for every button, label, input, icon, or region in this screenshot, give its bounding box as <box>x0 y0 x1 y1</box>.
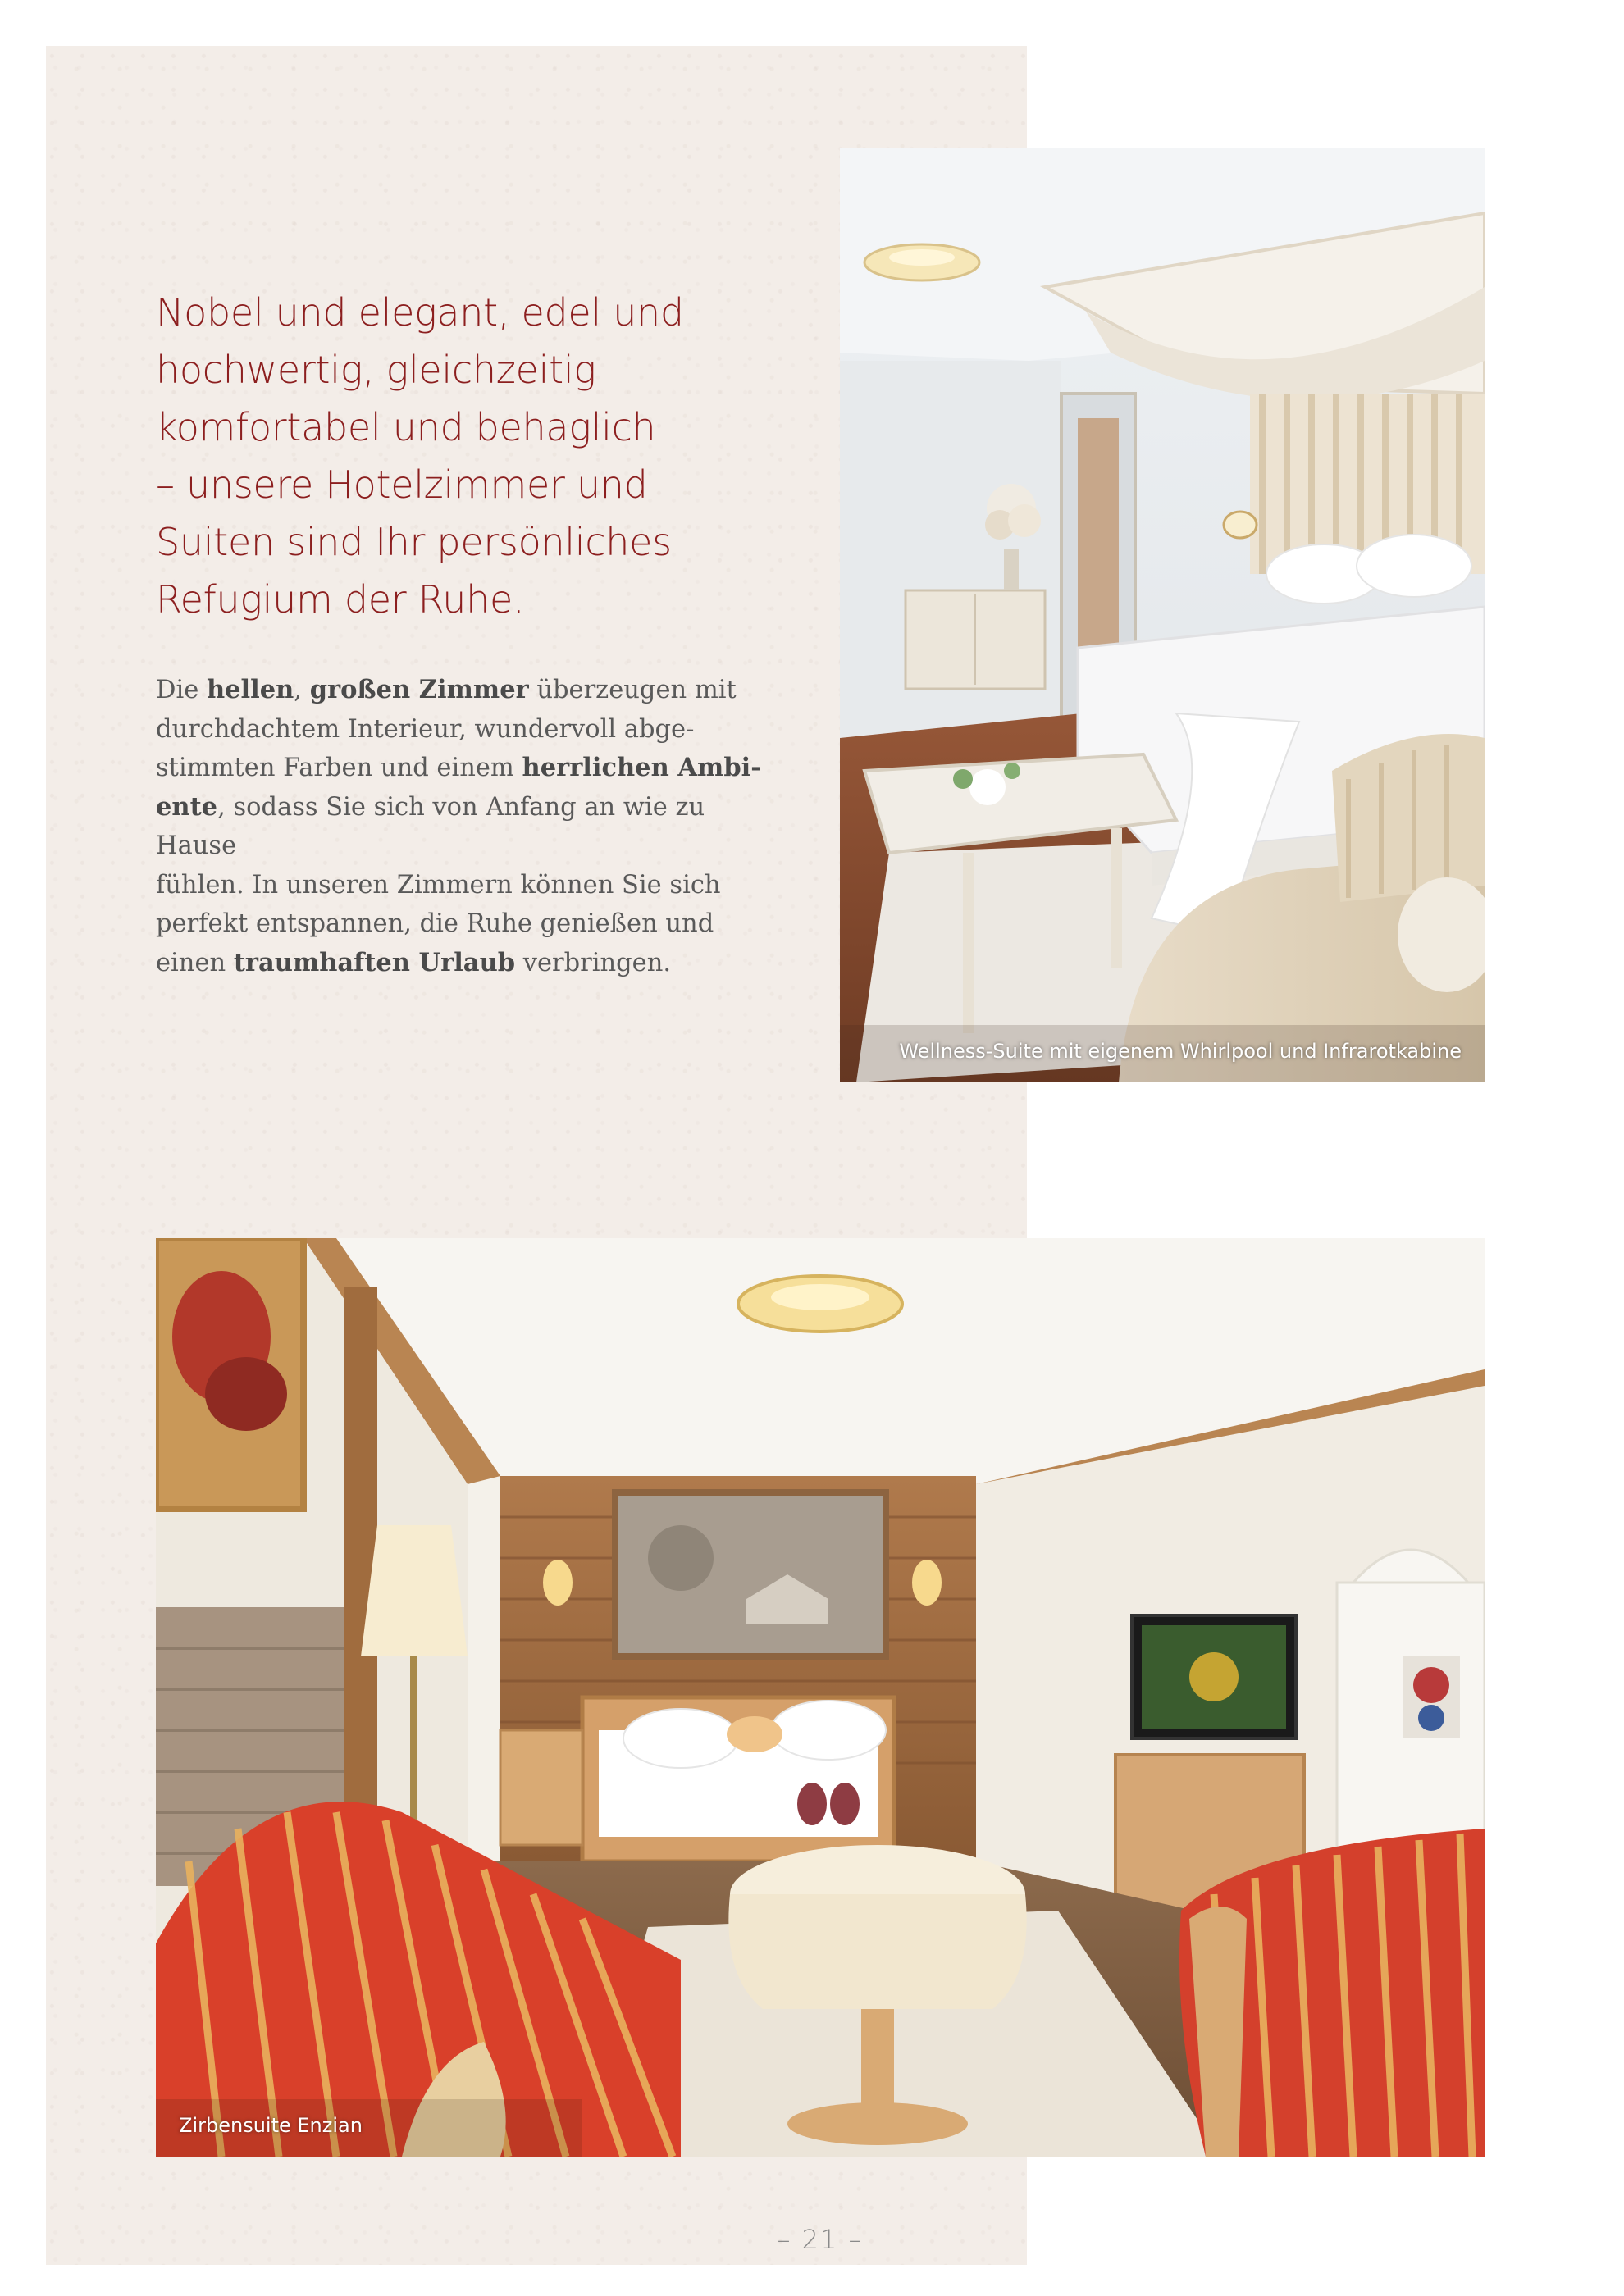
body-emphasis: hellen <box>206 675 294 704</box>
photo-caption-top: Wellness-Suite mit eigenem Whirlpool und Infrarotkabine <box>899 1040 1462 1063</box>
body-text-segment: , <box>294 676 310 704</box>
body-paragraph <box>156 671 763 982</box>
body-emphasis: großen Zimmer <box>309 675 529 704</box>
headline: Nobel und elegant, edel und hochwertig, gleichzeitig komfortabel und behaglich – unsere Hotelzimmer und Suiten sind Ihr persönliches Refugium der Ruhe. <box>156 290 684 622</box>
body-text-segment: , sodass Sie sich von Anfang an wie zu Hause fühlen. In unseren Zimmern können Sie sich perfekt entspannen, die Ruhe genießen und einen <box>156 792 721 977</box>
body-text-segment: Die <box>156 676 207 704</box>
page-number: – 21 – <box>777 2224 864 2255</box>
wellness-suite-photo <box>840 148 1485 1082</box>
zirbensuite-illustration <box>156 1238 1485 2157</box>
body-emphasis: traumhaften Urlaub <box>233 947 516 977</box>
wellness-suite-illustration <box>840 148 1485 1082</box>
photo-caption-bottom: Zirbensuite Enzian <box>179 2114 363 2137</box>
zirbensuite-photo <box>156 1238 1485 2157</box>
body-emphasis: herrlichen Ambi- ente <box>156 753 761 822</box>
body-text-segment: verbringen. <box>515 948 672 977</box>
body-text-segment: überzeugen mit durchdachtem Interieur, wundervoll abge- stimmten Farben und einem <box>156 676 737 782</box>
